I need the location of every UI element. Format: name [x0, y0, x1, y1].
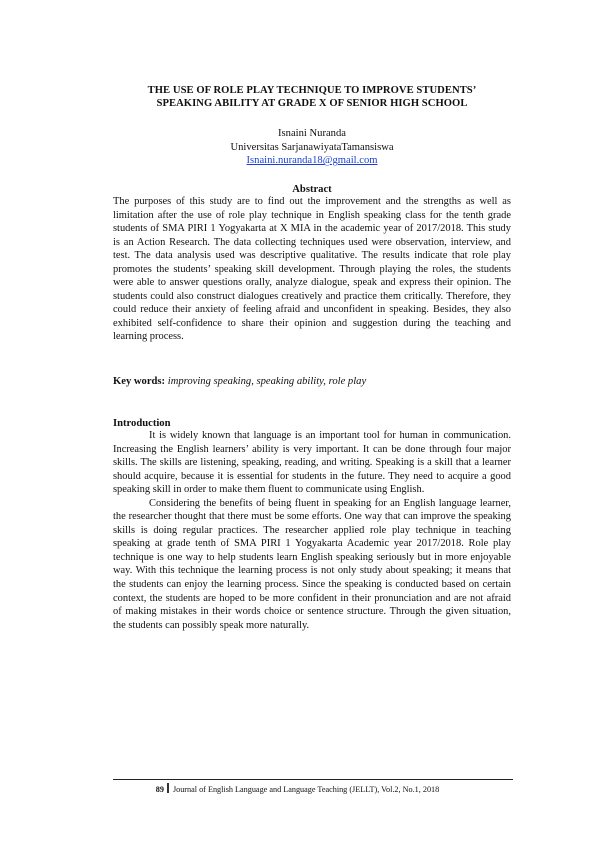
introduction-heading: Introduction — [113, 418, 171, 429]
author-name: Isnaini Nuranda — [278, 128, 346, 139]
title-line-1: THE USE OF ROLE PLAY TECHNIQUE TO IMPROVE STUDENTS’ — [147, 85, 477, 96]
footer-separator — [167, 783, 169, 793]
paper-title — [113, 84, 511, 110]
author-affiliation: Universitas SarjanawiyataTamansiswa — [230, 141, 394, 153]
keywords-text: improving speaking, speaking ability, role play — [167, 376, 367, 387]
page-number: 89 — [155, 785, 164, 794]
abstract-text: The purposes of this study are to find out the improvement and the strengths as well as limitation after the use of role play technique in English speaking class for the tenth grade students of SMA PIRI 1 Yogyakarta at X MIA in the academic year of 2017/2018. This study is an Action Research. The data collecting techniques used were observation, interview, and test. The data analysis used was descriptive qualitative. The results indicate that role play promotes the students’ speaking skill development. Through playing the roles, the students were able to answer questions orally, analyze dialogue, speak and express their opinion. The students could also construct dialogues creatively and practice them critically. Therefore, they could reduce their anxiety of feeling afraid and unconfident in speaking. Besides, they also exhibited self-confidence to share their opinion and suggestion during the teaching and learning process. — [113, 196, 511, 343]
journal-citation: Journal of English Language and Language Teaching (JELLT), Vol.2, No.1, 2018 — [172, 785, 440, 794]
page-footer — [0, 783, 595, 795]
keywords-label: Key words: — [113, 376, 166, 387]
intro-paragraph-1: It is widely known that language is an important tool for human in communication. Increasing the English learners’ ability is very important. It can be done through four major skills. The skills are listening, speaking, reading, and writing. Speaking is a skill that a learner should acquire, because it is essential for students in the future. They need to acquire a good speaking skill in order to make them fluent to communicate using English. — [113, 430, 511, 496]
author-block — [113, 127, 511, 168]
keywords-line — [113, 375, 511, 388]
abstract-heading: Abstract — [292, 184, 332, 195]
footer-divider — [113, 779, 513, 780]
title-line-2: SPEAKING ABILITY AT GRADE X OF SENIOR HIGH SCHOOL — [156, 98, 468, 109]
author-email-link[interactable]: Isnaini.nuranda18@gmail.com — [246, 155, 378, 167]
introduction-body — [113, 429, 511, 632]
intro-paragraph-2: Considering the benefits of being fluent in speaking for an English language learner, the researcher thought that there must be some efforts. One way that can improve the speaking skills is doing regular practices. The researcher applied role play technique in teaching speaking at grade tenth of SMA PIRI 1 Yogyakarta Academic year 2017/2018. Role play technique is one way to help students learn English speaking seriously but in more enjoyable way. With this technique the learning process is not only study about speaking; it means that the students can enjoy the learning process. Since the speaking is conducted based on certain context, the students are hoped to be more confident in their pronunciation and are not afraid of making mistakes in their words choice or sentence structure. Through the given situation, the students can possibly speak more naturally. — [113, 497, 511, 631]
